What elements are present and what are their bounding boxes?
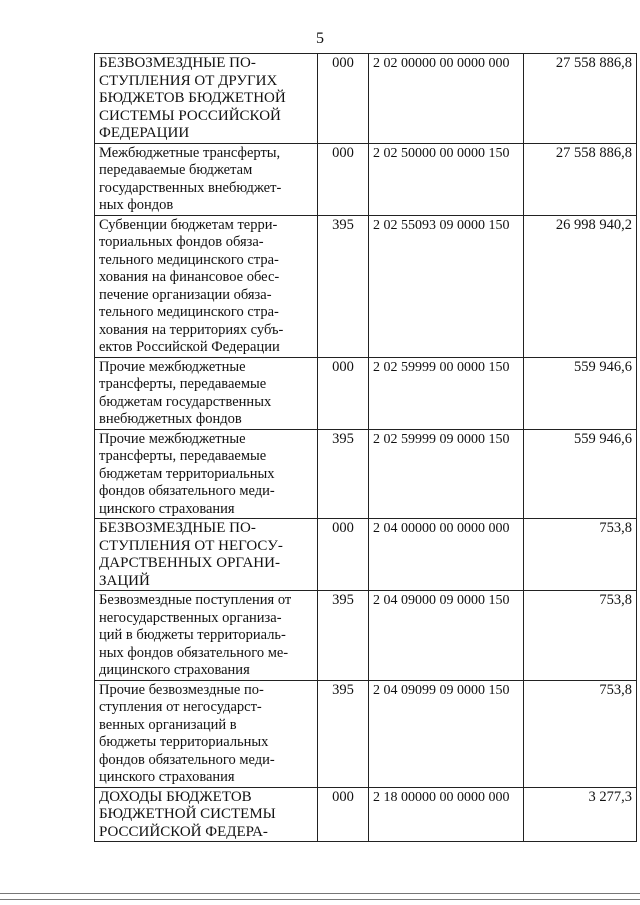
classification-code-cell: 2 04 09000 09 0000 150 — [369, 591, 524, 681]
classification-code-cell: 2 04 09099 09 0000 150 — [369, 680, 524, 787]
amount-cell: 559 946,6 — [524, 357, 637, 429]
admin-code-cell: 395 — [318, 215, 369, 357]
classification-code-cell: 2 02 55093 09 0000 150 — [369, 215, 524, 357]
table-row — [95, 215, 637, 357]
revenue-table — [94, 53, 637, 842]
admin-code-cell: 000 — [318, 357, 369, 429]
table-row — [95, 591, 637, 681]
admin-code-cell: 395 — [318, 591, 369, 681]
amount-cell: 26 998 940,2 — [524, 215, 637, 357]
admin-code-cell: 000 — [318, 54, 369, 144]
revenue-name-cell: БЕЗВОЗМЕЗДНЫЕ ПО- СТУПЛЕНИЯ ОТ НЕГОСУ- ДАРСТВЕННЫХ ОРГАНИ- ЗАЦИЙ — [95, 519, 318, 591]
page-number: 5 — [316, 30, 324, 47]
amount-cell: 27 558 886,8 — [524, 54, 637, 144]
admin-code-cell: 000 — [318, 143, 369, 215]
classification-code-cell: 2 04 00000 00 0000 000 — [369, 519, 524, 591]
classification-code-cell: 2 02 00000 00 0000 000 — [369, 54, 524, 144]
admin-code-cell: 000 — [318, 787, 369, 842]
classification-code-cell: 2 02 50000 00 0000 150 — [369, 143, 524, 215]
amount-cell: 753,8 — [524, 680, 637, 787]
table-row — [95, 54, 637, 144]
admin-code-cell: 000 — [318, 519, 369, 591]
classification-code-cell: 2 02 59999 00 0000 150 — [369, 357, 524, 429]
table-row — [95, 680, 637, 787]
admin-code-cell: 395 — [318, 429, 369, 519]
revenue-name-cell: Межбюджетные трансферты, передаваемые бюджетам государственных внебюджет- ных фондов — [95, 143, 318, 215]
revenue-name-cell: БЕЗВОЗМЕЗДНЫЕ ПО- СТУПЛЕНИЯ ОТ ДРУГИХ БЮДЖЕТОВ БЮДЖЕТНОЙ СИСТЕМЫ РОССИЙСКОЙ ФЕДЕРАЦИИ — [95, 54, 318, 144]
footer-rule-lower — [0, 899, 640, 900]
table-row — [95, 519, 637, 591]
revenue-name-cell: ДОХОДЫ БЮДЖЕТОВ БЮДЖЕТНОЙ СИСТЕМЫ РОССИЙСКОЙ ФЕДЕРА- — [95, 787, 318, 842]
footer-rule — [0, 893, 640, 894]
classification-code-cell: 2 18 00000 00 0000 000 — [369, 787, 524, 842]
amount-cell: 27 558 886,8 — [524, 143, 637, 215]
table-row — [95, 143, 637, 215]
admin-code-cell: 395 — [318, 680, 369, 787]
amount-cell: 753,8 — [524, 591, 637, 681]
amount-cell: 559 946,6 — [524, 429, 637, 519]
revenue-name-cell: Субвенции бюджетам терри- ториальных фондов обяза- тельного медицинского стра- хования на финансовое обес- печение организации обяза- тельного медицинского стра- хования на территориях субъ- ектов Российской Федерации — [95, 215, 318, 357]
classification-code-cell: 2 02 59999 09 0000 150 — [369, 429, 524, 519]
table-row — [95, 429, 637, 519]
revenue-name-cell: Безвозмездные поступления от негосударственных организа- ций в бюджеты территориаль- ных фондов обязательного ме- дицинского страхования — [95, 591, 318, 681]
table-body — [95, 54, 637, 842]
revenue-name-cell: Прочие безвозмездные по- ступления от негосударст- венных организаций в бюджеты территориальных фондов обязательного меди- цинского страхования — [95, 680, 318, 787]
amount-cell: 3 277,3 — [524, 787, 637, 842]
revenue-name-cell: Прочие межбюджетные трансферты, передаваемые бюджетам территориальных фондов обязательного меди- цинского страхования — [95, 429, 318, 519]
table-row — [95, 787, 637, 842]
table-row — [95, 357, 637, 429]
revenue-name-cell: Прочие межбюджетные трансферты, передаваемые бюджетам государственных внебюджетных фондов — [95, 357, 318, 429]
amount-cell: 753,8 — [524, 519, 637, 591]
